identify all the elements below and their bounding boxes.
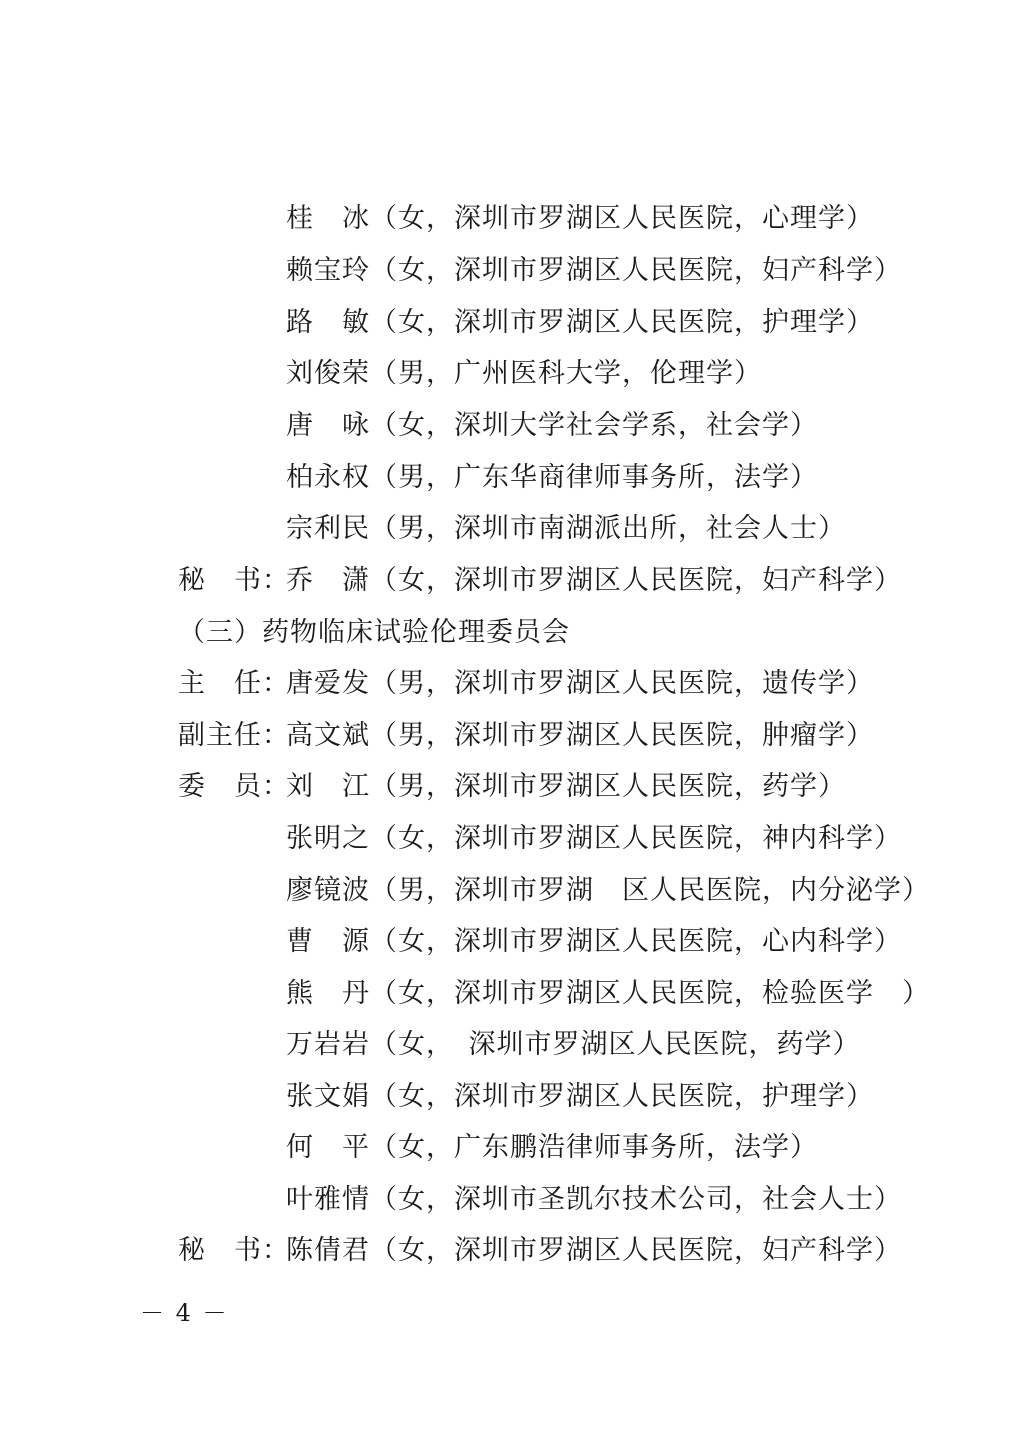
- role-label: 秘 书：: [178, 565, 290, 596]
- deputy-director-entry: 高文斌（男，深圳市罗湖区人民医院，肿瘤学）: [286, 720, 874, 751]
- member-entry: 宗利民（男，深圳市南湖派出所，社会人士）: [286, 513, 846, 544]
- member-entry: 张文娟（女，深圳市罗湖区人民医院，护理学）: [286, 1081, 874, 1112]
- member-entry: 路 敏（女，深圳市罗湖区人民医院，护理学）: [286, 307, 874, 338]
- member-entry: 廖镜波（男，深圳市罗湖 区人民医院，内分泌学）: [286, 875, 930, 906]
- member-entry: 柏永权（男，广东华商律师事务所，法学）: [286, 462, 818, 493]
- member-entry: 张明之（女，深圳市罗湖区人民医院，神内科学）: [286, 823, 902, 854]
- role-label: 委 员：: [178, 771, 290, 802]
- member-entry: 叶雅情（女，深圳市圣凯尔技术公司，社会人士）: [286, 1184, 902, 1215]
- member-entry: 刘 江（男，深圳市罗湖区人民医院，药学）: [286, 771, 846, 802]
- member-entry: 桂 冰（女，深圳市罗湖区人民医院，心理学）: [286, 203, 874, 234]
- director-entry: 唐爱发（男，深圳市罗湖区人民医院，遗传学）: [286, 668, 874, 699]
- role-label: 秘 书：: [178, 1235, 290, 1266]
- member-entry: 赖宝玲（女，深圳市罗湖区人民医院，妇产科学）: [286, 255, 902, 286]
- role-label: 主 任：: [178, 668, 290, 699]
- secretary-entry: 陈倩君（女，深圳市罗湖区人民医院，妇产科学）: [286, 1235, 902, 1266]
- member-entry: 曹 源（女，深圳市罗湖区人民医院，心内科学）: [286, 926, 902, 957]
- member-entry: 何 平（女，广东鹏浩律师事务所，法学）: [286, 1132, 818, 1163]
- member-entry: 熊 丹（女，深圳市罗湖区人民医院，检验医学 ）: [286, 978, 930, 1009]
- member-entry: 刘俊荣（男，广州医科大学，伦理学）: [286, 358, 762, 389]
- role-label: 副主任：: [178, 720, 290, 751]
- member-entry: 唐 咏（女，深圳大学社会学系，社会学）: [286, 410, 818, 441]
- section-heading: （三）药物临床试验伦理委员会: [178, 617, 570, 648]
- page-number: － 4 －: [140, 1299, 229, 1327]
- secretary-entry: 乔 潇（女，深圳市罗湖区人民医院，妇产科学）: [286, 565, 902, 596]
- member-entry: 万岩岩（女， 深圳市罗湖区人民医院，药学）: [286, 1029, 861, 1060]
